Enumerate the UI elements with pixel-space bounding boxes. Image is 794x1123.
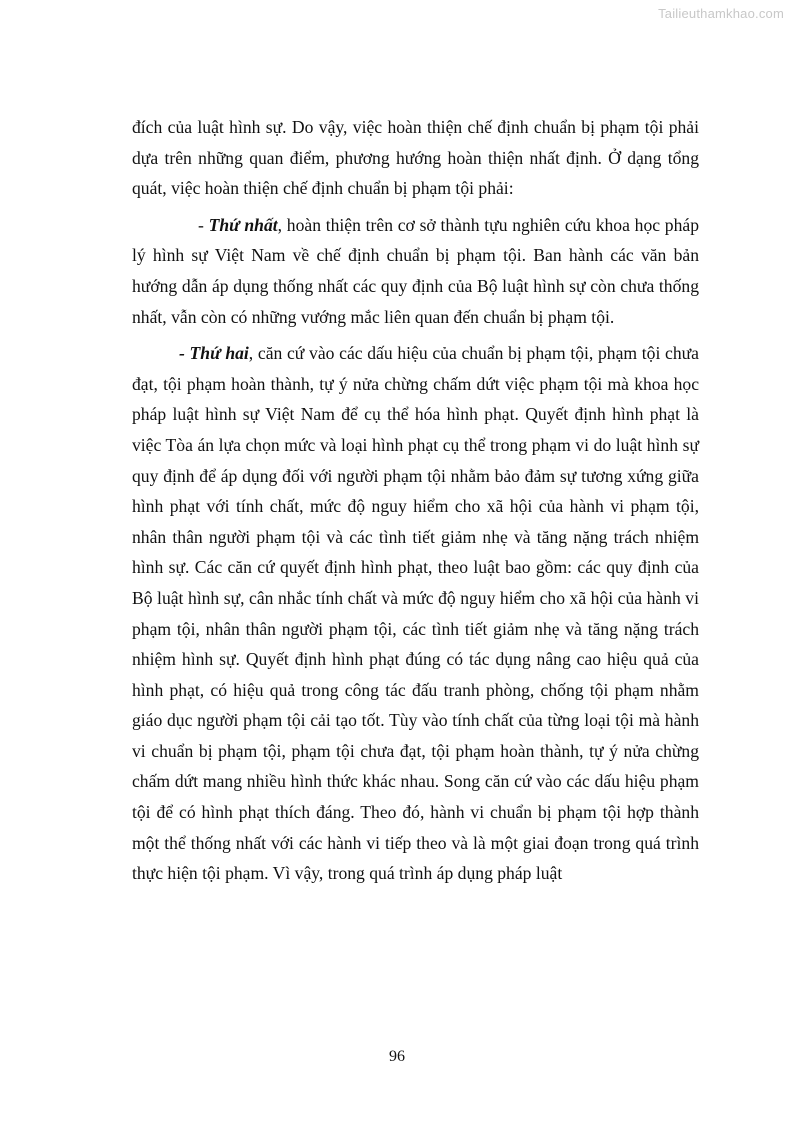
watermark: Tailieuthamkhao.com xyxy=(658,6,784,21)
second-point-lead: - Thứ hai xyxy=(179,343,249,364)
paragraph-intro: đích của luật hình sự. Do vậy, việc hoàn thiện chế định chuẩn bị phạm tội phải dựa trên những quan điểm, phương hướng hoàn thiện nhất định. Ở dạng tổng quát, việc hoàn thiện chế định chuẩn bị phạm tội phải: xyxy=(132,117,699,199)
first-point-dash: - xyxy=(198,214,209,235)
first-point-lead: Thứ nhất xyxy=(208,214,278,235)
first-point-text: , hoàn thiện trên cơ sở thành tựu nghiên cứu khoa học pháp lý hình sự Việt Nam về chế định chuẩn bị phạm tội. Ban hành các văn bản hướng dẫn áp dụng thống nhất các quy định của Bộ luật hình sự còn chưa thống nhất, vẫn còn có những vướng mắc liên quan đến chuẩn bị phạm tội. xyxy=(132,214,699,327)
paragraph-second-point xyxy=(132,338,699,889)
document-body xyxy=(132,112,699,889)
paragraph-first-point xyxy=(132,210,699,332)
second-point-text: , căn cứ vào các dấu hiệu của chuẩn bị phạm tội, phạm tội chưa đạt, tội phạm hoàn thành, tự ý nửa chừng chấm dứt việc phạm tội mà khoa học pháp luật hình sự Việt Nam để cụ thể hóa hình phạt. Quyết định hình phạt là việc Tòa án lựa chọn mức và loại hình phạt cụ thể trong phạm vi do luật hình sự quy định để áp dụng đối với người phạm tội nhằm bảo đảm sự tương xứng giữa hình phạt với tính chất, mức độ nguy hiểm cho xã hội của hành vi phạm tội, nhân thân người phạm tội và các tình tiết giảm nhẹ và tăng nặng trách nhiệm hình sự. Các căn cứ quyết định hình phạt, theo luật bao gồm: các quy định của Bộ luật hình sự, cân nhắc tính chất và mức độ nguy hiểm cho xã hội của hành vi phạm tội, nhân thân người phạm tội, các tình tiết giảm nhẹ và tăng nặng trách nhiệm hình sự. Quyết định hình phạt đúng có tác dụng nâng cao hiệu quả của hình phạt, có hiệu quả trong công tác đấu tranh phòng, chống tội phạm nhằm giáo dục người phạm tội cải tạo tốt. Tùy vào tính chất của từng loại tội mà hành vi chuẩn bị phạm tội, phạm tội chưa đạt, tội phạm hoàn thành, tự ý nửa chừng chấm dứt mang nhiều hình thức khác nhau. Song căn cứ vào các dấu hiệu phạm tội để có hình phạt thích đáng. Theo đó, hành vi chuẩn bị phạm tội hợp thành một thể thống nhất với các hành vi tiếp theo và là một giai đoạn trong quá trình thực hiện tội phạm. Vì vậy, trong quá trình áp dụng pháp luật xyxy=(132,343,699,884)
page-number: 96 xyxy=(389,1048,405,1065)
